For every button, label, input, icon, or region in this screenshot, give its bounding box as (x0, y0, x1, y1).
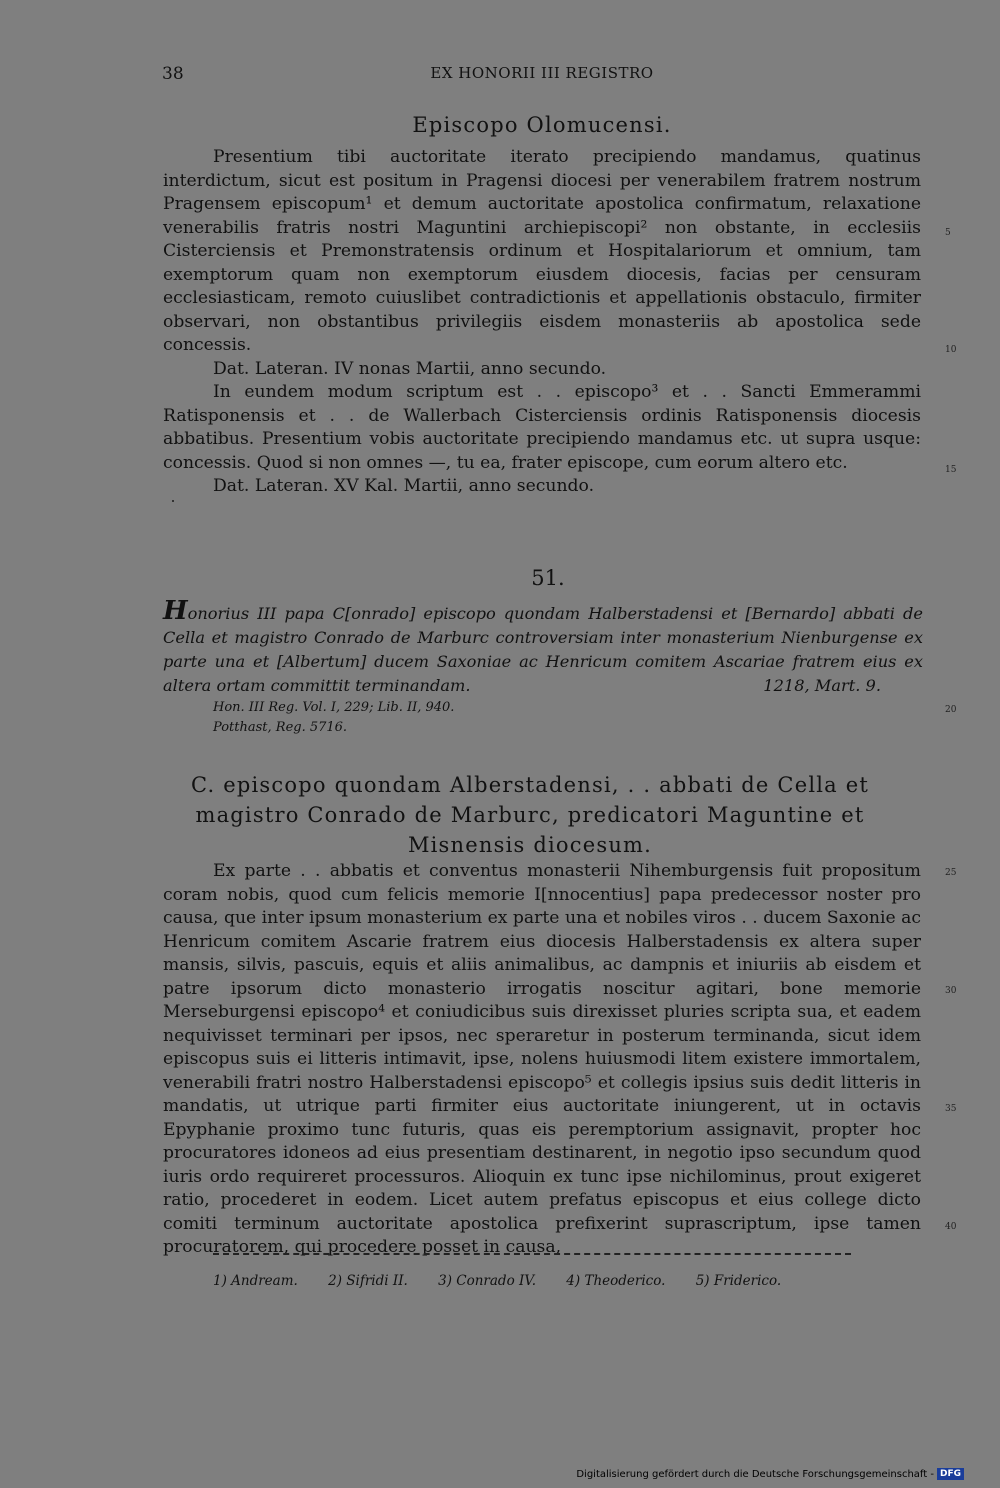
footnote: 4) Theoderico. (566, 1273, 666, 1289)
running-head: EX HONORII III REGISTRO (430, 64, 654, 82)
letter1-paragraph: In eundem modum scriptum est . . episcopo³ et . . Sancti Emmerammi Ratisponensis et . . de Wallerbach Cisterciensis ordinis Ratisponensis diocesis abbatibus. Presentium vobis auctoritate precipiendo mandamus etc. ut supra usque: concessis. Quod si non omnes —, tu ea, frater episcope, cum eorum altero etc. (163, 382, 921, 473)
reference-1: Hon. III Reg. Vol. I, 229; Lib. II, 940. (213, 700, 455, 715)
letter1-paragraph: Dat. Lateran. IV nonas Martii, anno secundo. (213, 358, 607, 379)
line-number: 25 (945, 868, 957, 878)
letter1-paragraph: Presentium tibi auctoritate iterato precipiendo mandamus, quatinus interdictum, sicut est positum in Pragensi diocesi per venerabilem fratrem nostrum Pragensem episcopum¹ et demum auctoritate apostolica confirmatum, relaxatione venerabilis fratris nostri Maguntini archiepiscopi² non obstante, in ecclesiis Cisterciensis et Premonstratensis ordinum et Hospitalariorum et omnium, tam exemptorum quam non exemptorum eiusdem diocesis, facias per censuram ecclesiasticam, remoto cuiuslibet contradictionis et appellationis obstaculo, firmiter observari, non obstantibus privilegiis eisdem monasteriis ab apostolica sede concessis. (163, 147, 921, 355)
credit-text: Digitalisierung gefördert durch die Deutsche Forschungsgemeinschaft - (576, 1468, 934, 1480)
footnote-rule (213, 1253, 851, 1255)
letter2-heading: C. episcopo quondam Alberstadensi, . . abbati de Cella et magistro Conrado de Marburc, predicatori Maguntine et Misnensis diocesum. (190, 773, 870, 857)
footnote: 3) Conrado IV. (438, 1273, 536, 1289)
line-number: 35 (945, 1104, 957, 1114)
reference-2: Potthast, Reg. 5716. (213, 720, 348, 735)
line-number: 5 (945, 228, 951, 238)
page-number: 38 (162, 64, 184, 84)
letter2-paragraph: Ex parte . . abbatis et conventus monasterii Nihemburgensis fuit propositum coram nobis, quod cum felicis memorie I[nnocentius] papa predecessor noster pro causa, que inter ipsum monasterium ex parte una et nobiles viros . . ducem Saxonie ac Henricum comitem Ascarie fratrem eius diocesis Halberstadensis ex altera super mansis, silvis, pascuis, equis et aliis animalibus, ac dampnis et iniuriis ab eisdem et patre ipsorum dicto monasterio irrogatis noscitur agitari, bone memorie Merseburgensi episcopo⁴ et coniudicibus suis direxisset pluries scripta sua, et eadem nequivisset terminari per ipsos, nec speraretur in posterum terminanda, sicut idem episcopus suis ei litteris intimavit, ipse, nolens huiusmodi litem existere immortalem, venerabili fratri nostro Halberstadensi episcopo⁵ et collegis ipsius suis dedit litteris in mandatis, ut utrique parti firmiter eius auctoritate iniungerent, ut in octavis Epyphanie proximo tunc futuris, quas eis peremptorium assignavit, propter hoc procuratores idoneos ad eius presentiam destinarent, in negotio ipso secundum quod iuris ordo requireret processuros. Alioquin ex tunc ipse nichilominus, prout exigeret ratio, procederet in eodem. Licet autem prefatus episcopus et eius college dicto comiti terminum auctoritate apostolica prefixerint suprascriptum, ipse tamen procuratorem, qui procedere posset in causa, (163, 861, 921, 1257)
regest (163, 596, 923, 698)
letter1-heading: Episcopo Olomucensi. (412, 113, 672, 137)
regest-text: onorius III papa C[onrado] episcopo quondam Halberstadensi et [Bernardo] abbati de Cella et magistro Conrado de Marburc controversiam inter monasterium Nienburgense ex parte una et [Albertum] ducem Saxoniae ac Henricum comitem Ascariae fratrem eius ex altera ortam committit terminandam. (163, 604, 923, 695)
letter1-body (163, 146, 921, 499)
regest-date: 1218, Mart. 9. (763, 676, 881, 695)
document-number: 51. (531, 566, 565, 590)
footnotes (213, 1273, 807, 1289)
letter2-body (163, 860, 921, 1260)
dfg-logo: DFG (937, 1468, 964, 1480)
line-number: 30 (945, 986, 957, 996)
footnote: 2) Sifridi II. (328, 1273, 408, 1289)
line-number: 20 (945, 705, 957, 715)
letter1-paragraph: Dat. Lateran. XV Kal. Martii, anno secundo. (213, 476, 595, 496)
footnote: 1) Andream. (213, 1273, 298, 1289)
digitization-credit (576, 1468, 964, 1480)
line-number: 15 (945, 465, 957, 475)
footnote: 5) Friderico. (695, 1273, 782, 1289)
speck-mark (172, 500, 174, 502)
line-number: 40 (945, 1222, 957, 1232)
regest-initial: H (163, 596, 188, 626)
line-number: 10 (945, 345, 957, 355)
